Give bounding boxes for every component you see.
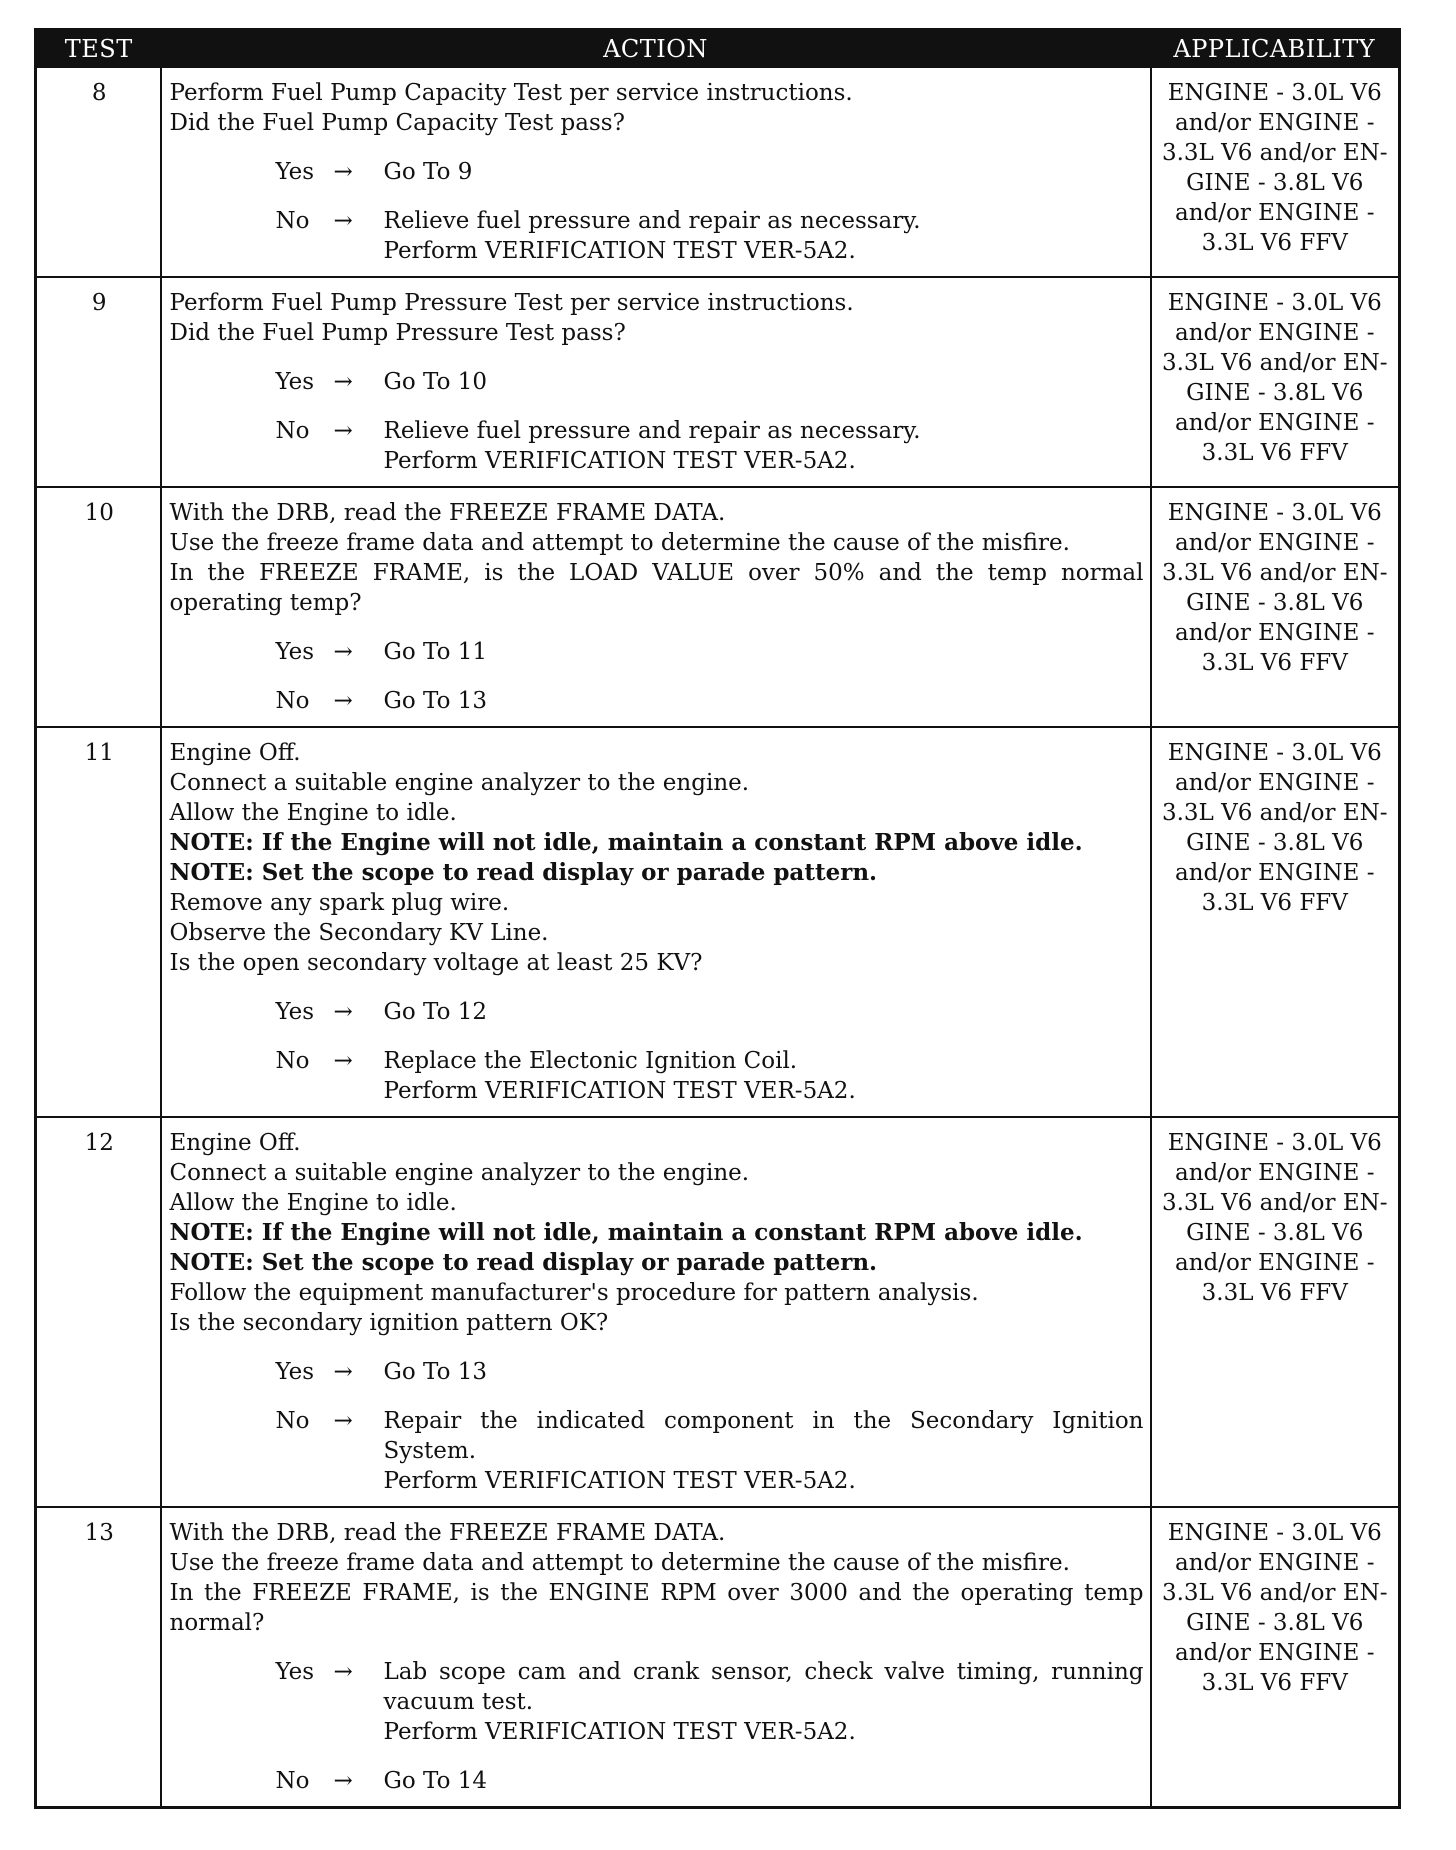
test-number: 9 xyxy=(36,277,161,487)
applicability-line: and/or ENGINE - xyxy=(1174,410,1375,436)
answer-yes xyxy=(170,997,1144,1027)
answer-result-line: Go To 13 xyxy=(383,1359,488,1385)
answer-result-line: Perform VERIFICATION TEST VER-5A2. xyxy=(383,238,856,264)
action-line: Use the freeze frame data and attempt to determine the cause of the misfire. xyxy=(169,1550,1070,1576)
applicability-line: and/or ENGINE - xyxy=(1174,200,1375,226)
arrow-icon: → xyxy=(333,639,353,665)
table-row xyxy=(36,487,1400,727)
action-line: In the FREEZE FRAME, is the LOAD VALUE over 50% and the temp normal operating temp? xyxy=(169,560,1144,616)
applicability-line: ENGINE - 3.0L V6 xyxy=(1167,500,1382,526)
applicability-line: and/or ENGINE - xyxy=(1174,620,1375,646)
action-line: Connect a suitable engine analyzer to the engine. xyxy=(169,770,750,796)
applicability-cell xyxy=(1151,1507,1400,1808)
action-line: In the FREEZE FRAME, is the ENGINE RPM over 3000 and the operating temp normal? xyxy=(169,1580,1144,1636)
arrow-icon: → xyxy=(333,999,353,1025)
action-line: Is the secondary ignition pattern OK? xyxy=(169,1310,609,1336)
arrow-icon: → xyxy=(333,1659,353,1685)
answer-result xyxy=(384,1357,1144,1387)
answer-result-line: Go To 12 xyxy=(383,999,488,1025)
header-action: ACTION xyxy=(161,30,1151,68)
arrow-icon: → xyxy=(333,1359,353,1385)
table-row xyxy=(36,277,1400,487)
table-row xyxy=(36,1117,1400,1507)
table-row xyxy=(36,67,1400,277)
arrow-icon: → xyxy=(333,1408,353,1434)
answer-label: No xyxy=(275,208,310,234)
arrow-icon: → xyxy=(333,688,353,714)
applicability-line: 3.3L V6 and/or EN- xyxy=(1161,1190,1388,1216)
applicability-line: ENGINE - 3.0L V6 xyxy=(1167,1130,1382,1156)
answer-no xyxy=(170,1766,1144,1796)
action-line: With the DRB, read the FREEZE FRAME DATA. xyxy=(169,1520,726,1546)
applicability-line: and/or ENGINE - xyxy=(1174,110,1375,136)
answer-yes xyxy=(170,367,1144,397)
table-header-row xyxy=(36,30,1400,68)
answer-result xyxy=(384,637,1144,667)
answer-result-line: Perform VERIFICATION TEST VER-5A2. xyxy=(383,1078,856,1104)
applicability-line: and/or ENGINE - xyxy=(1174,860,1375,886)
action-note: NOTE: Set the scope to read display or parade pattern. xyxy=(169,1249,878,1276)
answer-result xyxy=(384,1657,1144,1747)
action-cell xyxy=(161,277,1151,487)
arrow-icon: → xyxy=(333,369,353,395)
answer-no xyxy=(170,1046,1144,1106)
applicability-line: and/or ENGINE - xyxy=(1174,320,1375,346)
applicability-cell xyxy=(1151,727,1400,1117)
test-number: 10 xyxy=(36,487,161,727)
action-line: Did the Fuel Pump Pressure Test pass? xyxy=(169,320,626,346)
arrow-icon: → xyxy=(333,159,353,185)
applicability-line: GINE - 3.8L V6 xyxy=(1186,1610,1364,1636)
table-row xyxy=(36,727,1400,1117)
action-cell xyxy=(161,727,1151,1117)
applicability-cell xyxy=(1151,1117,1400,1507)
action-line: Did the Fuel Pump Capacity Test pass? xyxy=(169,110,625,136)
action-line: Perform Fuel Pump Capacity Test per service instructions. xyxy=(169,80,853,106)
action-line: Use the freeze frame data and attempt to determine the cause of the misfire. xyxy=(169,530,1070,556)
answer-no xyxy=(170,686,1144,716)
applicability-cell xyxy=(1151,277,1400,487)
answer-no xyxy=(170,416,1144,476)
answer-result-line: Go To 11 xyxy=(383,639,488,665)
answer-label: Yes xyxy=(275,999,315,1025)
answer-yes xyxy=(170,157,1144,187)
diagnostic-table xyxy=(34,28,1401,1809)
test-number: 11 xyxy=(36,727,161,1117)
action-cell xyxy=(161,1117,1151,1507)
action-line: Connect a suitable engine analyzer to the engine. xyxy=(169,1160,750,1186)
answer-result-line: Perform VERIFICATION TEST VER-5A2. xyxy=(383,1468,856,1494)
header-applicability: APPLICABILITY xyxy=(1151,30,1400,68)
applicability-line: and/or ENGINE - xyxy=(1174,1640,1375,1666)
answer-no xyxy=(170,206,1144,266)
applicability-line: 3.3L V6 FFV xyxy=(1201,440,1348,466)
answer-label: Yes xyxy=(275,1659,315,1685)
answer-result xyxy=(384,206,1144,266)
answer-label: No xyxy=(275,1408,310,1434)
answer-result xyxy=(384,997,1144,1027)
test-number: 8 xyxy=(36,67,161,277)
action-line: Follow the equipment manufacturer's procedure for pattern analysis. xyxy=(169,1280,979,1306)
answer-result-line: Go To 10 xyxy=(383,369,488,395)
answer-label: Yes xyxy=(275,159,315,185)
applicability-line: GINE - 3.8L V6 xyxy=(1186,380,1364,406)
action-line: Allow the Engine to idle. xyxy=(169,1190,457,1216)
arrow-icon: → xyxy=(333,1048,353,1074)
test-number: 13 xyxy=(36,1507,161,1808)
applicability-line: ENGINE - 3.0L V6 xyxy=(1167,1520,1382,1546)
answer-yes xyxy=(170,1357,1144,1387)
applicability-line: 3.3L V6 FFV xyxy=(1201,1280,1348,1306)
applicability-line: GINE - 3.8L V6 xyxy=(1186,1220,1364,1246)
answer-result xyxy=(384,367,1144,397)
test-number: 12 xyxy=(36,1117,161,1507)
applicability-line: 3.3L V6 FFV xyxy=(1201,650,1348,676)
applicability-line: 3.3L V6 and/or EN- xyxy=(1161,800,1388,826)
applicability-line: ENGINE - 3.0L V6 xyxy=(1167,80,1382,106)
answer-result-line: Perform VERIFICATION TEST VER-5A2. xyxy=(383,1719,856,1745)
answer-label: Yes xyxy=(275,1359,315,1385)
answer-result xyxy=(384,157,1144,187)
arrow-icon: → xyxy=(333,418,353,444)
answer-result xyxy=(384,1766,1144,1796)
answer-result-line: Repair the indicated component in the Secondary Ignition System. xyxy=(383,1408,1144,1464)
action-line: Observe the Secondary KV Line. xyxy=(169,920,549,946)
answer-result-line: Replace the Electonic Ignition Coil. xyxy=(383,1048,798,1074)
answer-result xyxy=(384,1046,1144,1106)
answer-yes xyxy=(170,637,1144,667)
answer-label: Yes xyxy=(275,369,315,395)
action-line: Engine Off. xyxy=(169,1130,301,1156)
applicability-line: 3.3L V6 and/or EN- xyxy=(1161,350,1388,376)
answer-no xyxy=(170,1406,1144,1496)
answer-result-line: Relieve fuel pressure and repair as necessary. xyxy=(383,418,921,444)
answer-result xyxy=(384,1406,1144,1496)
applicability-line: 3.3L V6 and/or EN- xyxy=(1161,560,1388,586)
answer-result xyxy=(384,416,1144,476)
diagnostic-table-page xyxy=(34,28,1398,1809)
applicability-line: GINE - 3.8L V6 xyxy=(1186,830,1364,856)
applicability-line: and/or ENGINE - xyxy=(1174,1550,1375,1576)
action-line: Allow the Engine to idle. xyxy=(169,800,457,826)
action-cell xyxy=(161,67,1151,277)
applicability-line: GINE - 3.8L V6 xyxy=(1186,590,1364,616)
answer-label: No xyxy=(275,1768,310,1794)
applicability-line: ENGINE - 3.0L V6 xyxy=(1167,290,1382,316)
action-note: NOTE: Set the scope to read display or parade pattern. xyxy=(169,859,878,886)
answer-result xyxy=(384,686,1144,716)
action-note: NOTE: If the Engine will not idle, maintain a constant RPM above idle. xyxy=(169,1219,1083,1246)
applicability-line: 3.3L V6 FFV xyxy=(1201,230,1348,256)
action-line: With the DRB, read the FREEZE FRAME DATA. xyxy=(169,500,726,526)
action-cell xyxy=(161,487,1151,727)
answer-label: Yes xyxy=(275,639,315,665)
applicability-line: and/or ENGINE - xyxy=(1174,770,1375,796)
action-note: NOTE: If the Engine will not idle, maintain a constant RPM above idle. xyxy=(169,829,1083,856)
applicability-line: and/or ENGINE - xyxy=(1174,1160,1375,1186)
arrow-icon: → xyxy=(333,208,353,234)
action-line: Is the open secondary voltage at least 25 KV? xyxy=(169,950,703,976)
applicability-line: 3.3L V6 FFV xyxy=(1201,890,1348,916)
answer-result-line: Go To 13 xyxy=(383,688,488,714)
answer-result-line: Lab scope cam and crank sensor, check valve timing, running vacuum test. xyxy=(383,1659,1144,1715)
answer-label: No xyxy=(275,1048,310,1074)
answer-label: No xyxy=(275,688,310,714)
action-line: Perform Fuel Pump Pressure Test per service instructions. xyxy=(169,290,854,316)
action-line: Engine Off. xyxy=(169,740,301,766)
applicability-line: and/or ENGINE - xyxy=(1174,1250,1375,1276)
answer-result-line: Go To 14 xyxy=(383,1768,488,1794)
applicability-line: 3.3L V6 FFV xyxy=(1201,1670,1348,1696)
action-cell xyxy=(161,1507,1151,1808)
table-row xyxy=(36,1507,1400,1808)
applicability-line: and/or ENGINE - xyxy=(1174,530,1375,556)
applicability-line: 3.3L V6 and/or EN- xyxy=(1161,140,1388,166)
answer-yes xyxy=(170,1657,1144,1747)
answer-result-line: Perform VERIFICATION TEST VER-5A2. xyxy=(383,448,856,474)
action-line: Remove any spark plug wire. xyxy=(169,890,510,916)
applicability-line: GINE - 3.8L V6 xyxy=(1186,170,1364,196)
applicability-cell xyxy=(1151,487,1400,727)
answer-result-line: Go To 9 xyxy=(383,159,473,185)
answer-label: No xyxy=(275,418,310,444)
header-test: TEST xyxy=(36,30,161,68)
applicability-line: ENGINE - 3.0L V6 xyxy=(1167,740,1382,766)
applicability-line: 3.3L V6 and/or EN- xyxy=(1161,1580,1388,1606)
arrow-icon: → xyxy=(333,1768,353,1794)
answer-result-line: Relieve fuel pressure and repair as necessary. xyxy=(383,208,921,234)
applicability-cell xyxy=(1151,67,1400,277)
table-body xyxy=(36,67,1400,1808)
